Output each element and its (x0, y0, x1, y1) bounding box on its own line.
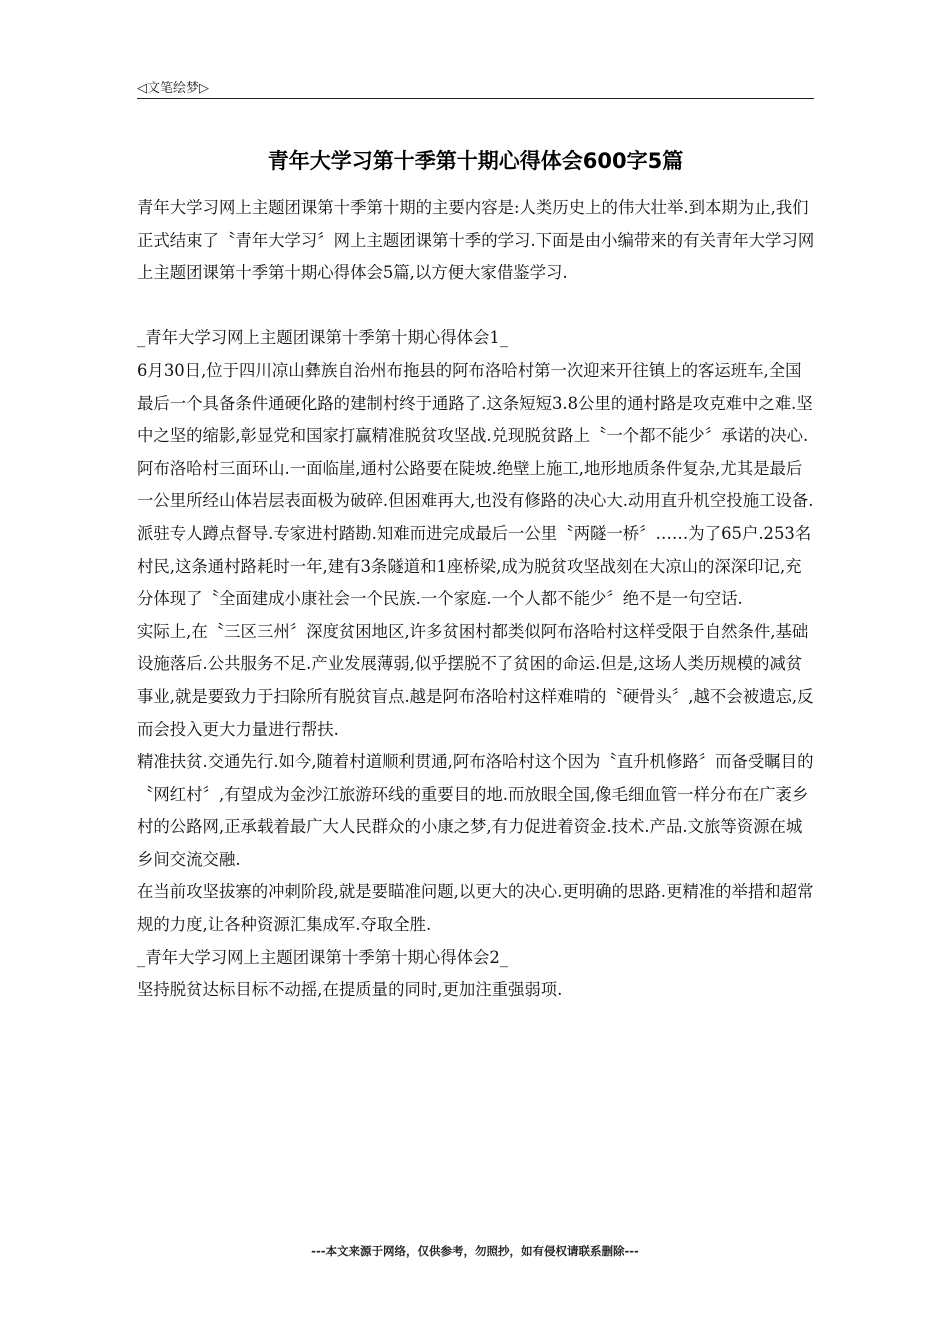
document-title: 青年大学习第十季第十期心得体会600字5篇 (267, 149, 684, 173)
section-2-paragraph-1: 坚持脱贫达标目标不动摇,在提质量的同时,更加注重强弱项. (137, 980, 563, 1000)
page-header (137, 74, 814, 99)
section-1-paragraph-3: 实际上,在〝三区三州〞深度贫困地区,许多贫困村都类似阿布洛哈村这样受限于自然条件,基础设施落后.公共服务不足.产业发展薄弱,似乎摆脱不了贫困的命运.但是,这场人类历规模的减贫事业,就是要致力于扫除所有脱贫盲点.越是阿布洛哈村这样难啃的〝硬骨头〞,越不会被遗忘,反而会投入更大力量进行帮扶. (137, 621, 814, 739)
paragraph-spacer (137, 290, 817, 323)
section-1-paragraph-1: 6月30日,位于四川凉山彝族自治州布拖县的阿布洛哈村第一次迎来开往镇上的客运班车,全国最后一个具备条件通硬化路的建制村终于通路了.这条短短3.8公里的通村路是攻克难中之难.坚中之坚的缩影,彰显党和国家打赢精准脱贫攻坚战.兑现脱贫路上〝一个都不能少〞承诺的决心. (137, 360, 813, 446)
header-brand: ◁文笔绘梦▷ (137, 81, 209, 96)
page-footer: ---本文来源于网络，仅供参考，勿照抄，如有侵权请联系删除--- (311, 1244, 639, 1258)
section-1-paragraph-2: 阿布洛哈村三面环山.一面临崖,通村公路要在陡坡.绝壁上施工,地形地质条件复杂,尤其是最后一公里所经山体岩层表面极为破碎.但困难再大,也没有修路的决心大.动用直升机空投施工设备.派驻专人蹲点督导.专家进村踏勘.知难而进完成最后一公里〝两隧一桥〞……为了65户.253名村民,这条通村路耗时一年,建有3条隧道和1座桥梁,成为脱贫攻坚战刻在大凉山的深深印记,充分体现了〝全面建成小康社会一个民族.一个家庭.一个人都不能少〞绝不是一句空话. (137, 458, 814, 609)
section-1-paragraph-5: 在当前攻坚拔寨的冲刺阶段,就是要瞄准问题,以更大的决心.更明确的思路.更精准的举措和超常规的力度,让各种资源汇集成军.夺取全胜. (137, 882, 814, 935)
document-body (137, 192, 817, 1007)
section-1-paragraph-4: 精准扶贫.交通先行.如今,随着村道顺利贯通,阿布洛哈村这个因为〝直升机修路〞而备受瞩目的〝网红村〞,有望成为金沙江旅游环线的重要目的地.而放眼全国,像毛细血管一样分布在广袤乡村的公路网,正承载着最广大人民群众的小康之梦,有力促进着资金.技术.产品.文旅等资源在城乡间交流交融. (137, 752, 814, 869)
intro-paragraph: 青年大学习网上主题团课第十季第十期的主要内容是:人类历史上的伟大壮举.到本期为止,我们正式结束了〝青年大学习〞网上主题团课第十季的学习.下面是由小编带来的有关青年大学习网上主题团课第十季第十期心得体会5篇,以方便大家借鉴学习. (137, 198, 815, 283)
section-heading-1: _青年大学习网上主题团课第十季第十期心得体会1_ (137, 328, 509, 348)
section-heading-2: _青年大学习网上主题团课第十季第十期心得体会2_ (137, 947, 509, 967)
